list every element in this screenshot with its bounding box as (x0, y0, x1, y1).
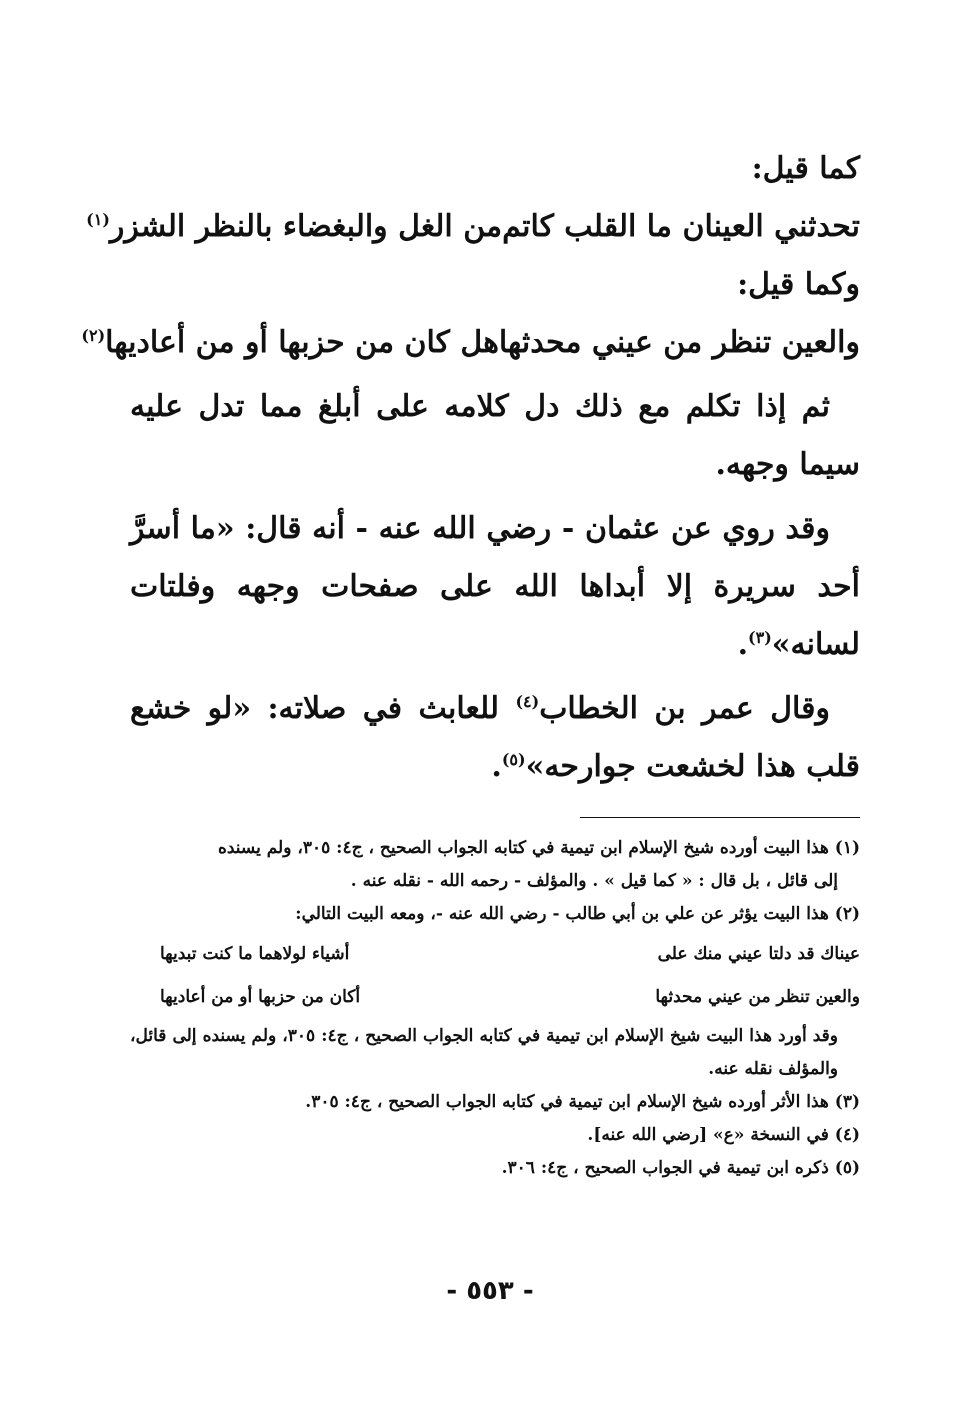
footnote-4: (٤) في النسخة «ع» [رضي الله عنه]. (587, 1125, 860, 1145)
footnote-2-verse-1 (160, 934, 860, 974)
footnote-2-verse-2 (160, 977, 860, 1017)
footnote-ref-2[interactable]: (٢) (81, 326, 106, 345)
paragraph-3-end: . (491, 749, 502, 784)
footnote-2-verses (130, 934, 860, 1017)
footnote-ref-5[interactable]: (٥) (501, 750, 526, 769)
paragraph-2 (130, 500, 860, 674)
paragraph-3-text-b: للعابث في صلاته: «لو خشع قلب هذا لخشعت جوارحه» (130, 691, 860, 784)
footnote-2-verse-2-second: أكان من حزبها أو من أعاديها (160, 987, 361, 1007)
footnote-ref-3[interactable]: (٣) (748, 628, 772, 647)
footnote-2 (130, 898, 860, 1086)
paragraph-2-end: . (737, 627, 749, 662)
footnote-2-verse-1-second: أشياء لولاهما ما كنت تبديها (160, 944, 350, 964)
verse-2-first-hemistich: والعين تنظر من عيني محدثها (498, 325, 860, 360)
footnote-2-verse-1-first: عيناك قد دلتا عيني منك على (657, 944, 860, 964)
footnote-1-line-2: إلى قائل ، بل قال : « كما قيل » . والمؤلف - رحمه الله - نقله عنه . (350, 871, 838, 891)
footnote-ref-4[interactable]: (٤) (515, 692, 540, 711)
intro-1: كما قيل: (751, 151, 860, 186)
footnote-ref-1[interactable]: (١) (86, 210, 110, 229)
verse-2-second-text: هل كان من حزبها أو من أعاديها (105, 325, 499, 360)
paragraph-3-text-a: وقال عمر بن الخطاب (539, 691, 830, 726)
verse-1-first-hemistich: تحدثني العينان ما القلب كاتم (502, 209, 860, 244)
page-number: - ٥٥٣ - (446, 1276, 534, 1306)
paragraph-3 (130, 680, 860, 796)
verse-1-second-hemistich (86, 198, 502, 256)
verse-2-second-hemistich (81, 314, 499, 372)
verse-1 (86, 198, 860, 256)
footnote-separator (580, 817, 860, 818)
footnote-2-intro: (٢) هذا البيت يؤثر عن علي بن أبي طالب - رضي الله عنه -، ومعه البيت التالي: (295, 904, 860, 924)
footnote-3: (٣) هذا الأثر أورده شيخ الإسلام ابن تيمية في كتابه الجواب الصحيح ، ج٤: ٣٠٥. (305, 1092, 860, 1112)
footnote-1 (130, 832, 860, 898)
verse-2 (81, 314, 860, 372)
verse-1-second-text: من الغل والبغضاء بالنظر الشزر (109, 209, 503, 244)
footnote-2-verse-2-first: والعين تنظر من عيني محدثها (655, 987, 860, 1007)
intro-2: وكما قيل: (737, 267, 860, 302)
footnotes (130, 832, 860, 1185)
main-text (81, 140, 860, 796)
footnote-2-comment: وقد أورد هذا البيت شيخ الإسلام ابن تيمية في كتابه الجواب الصحيح ، ج٤: ٣٠٥، ولم يسنده إلى قائل، والمؤلف نقله عنه. (130, 1026, 838, 1079)
footnote-5: (٥) ذكره ابن تيمية في الجواب الصحيح ، ج٤: ٣٠٦. (501, 1158, 860, 1178)
paragraph-2-text: وقد روي عن عثمان - رضي الله عنه - أنه قال: «ما أسرَّ أحد سريرة إلا أبداها الله على صفحات وجهه وفلتات لسانه» (130, 511, 860, 662)
paragraph-1: ثم إذا تكلم مع ذلك دل كلامه على أبلغ مما تدل عليه سيما وجهه. (130, 389, 860, 482)
footnote-1-line-1: (١) هذا البيت أورده شيخ الإسلام ابن تيمية في كتابه الجواب الصحيح ، ج٤: ٣٠٥، ولم يسنده (217, 838, 860, 858)
